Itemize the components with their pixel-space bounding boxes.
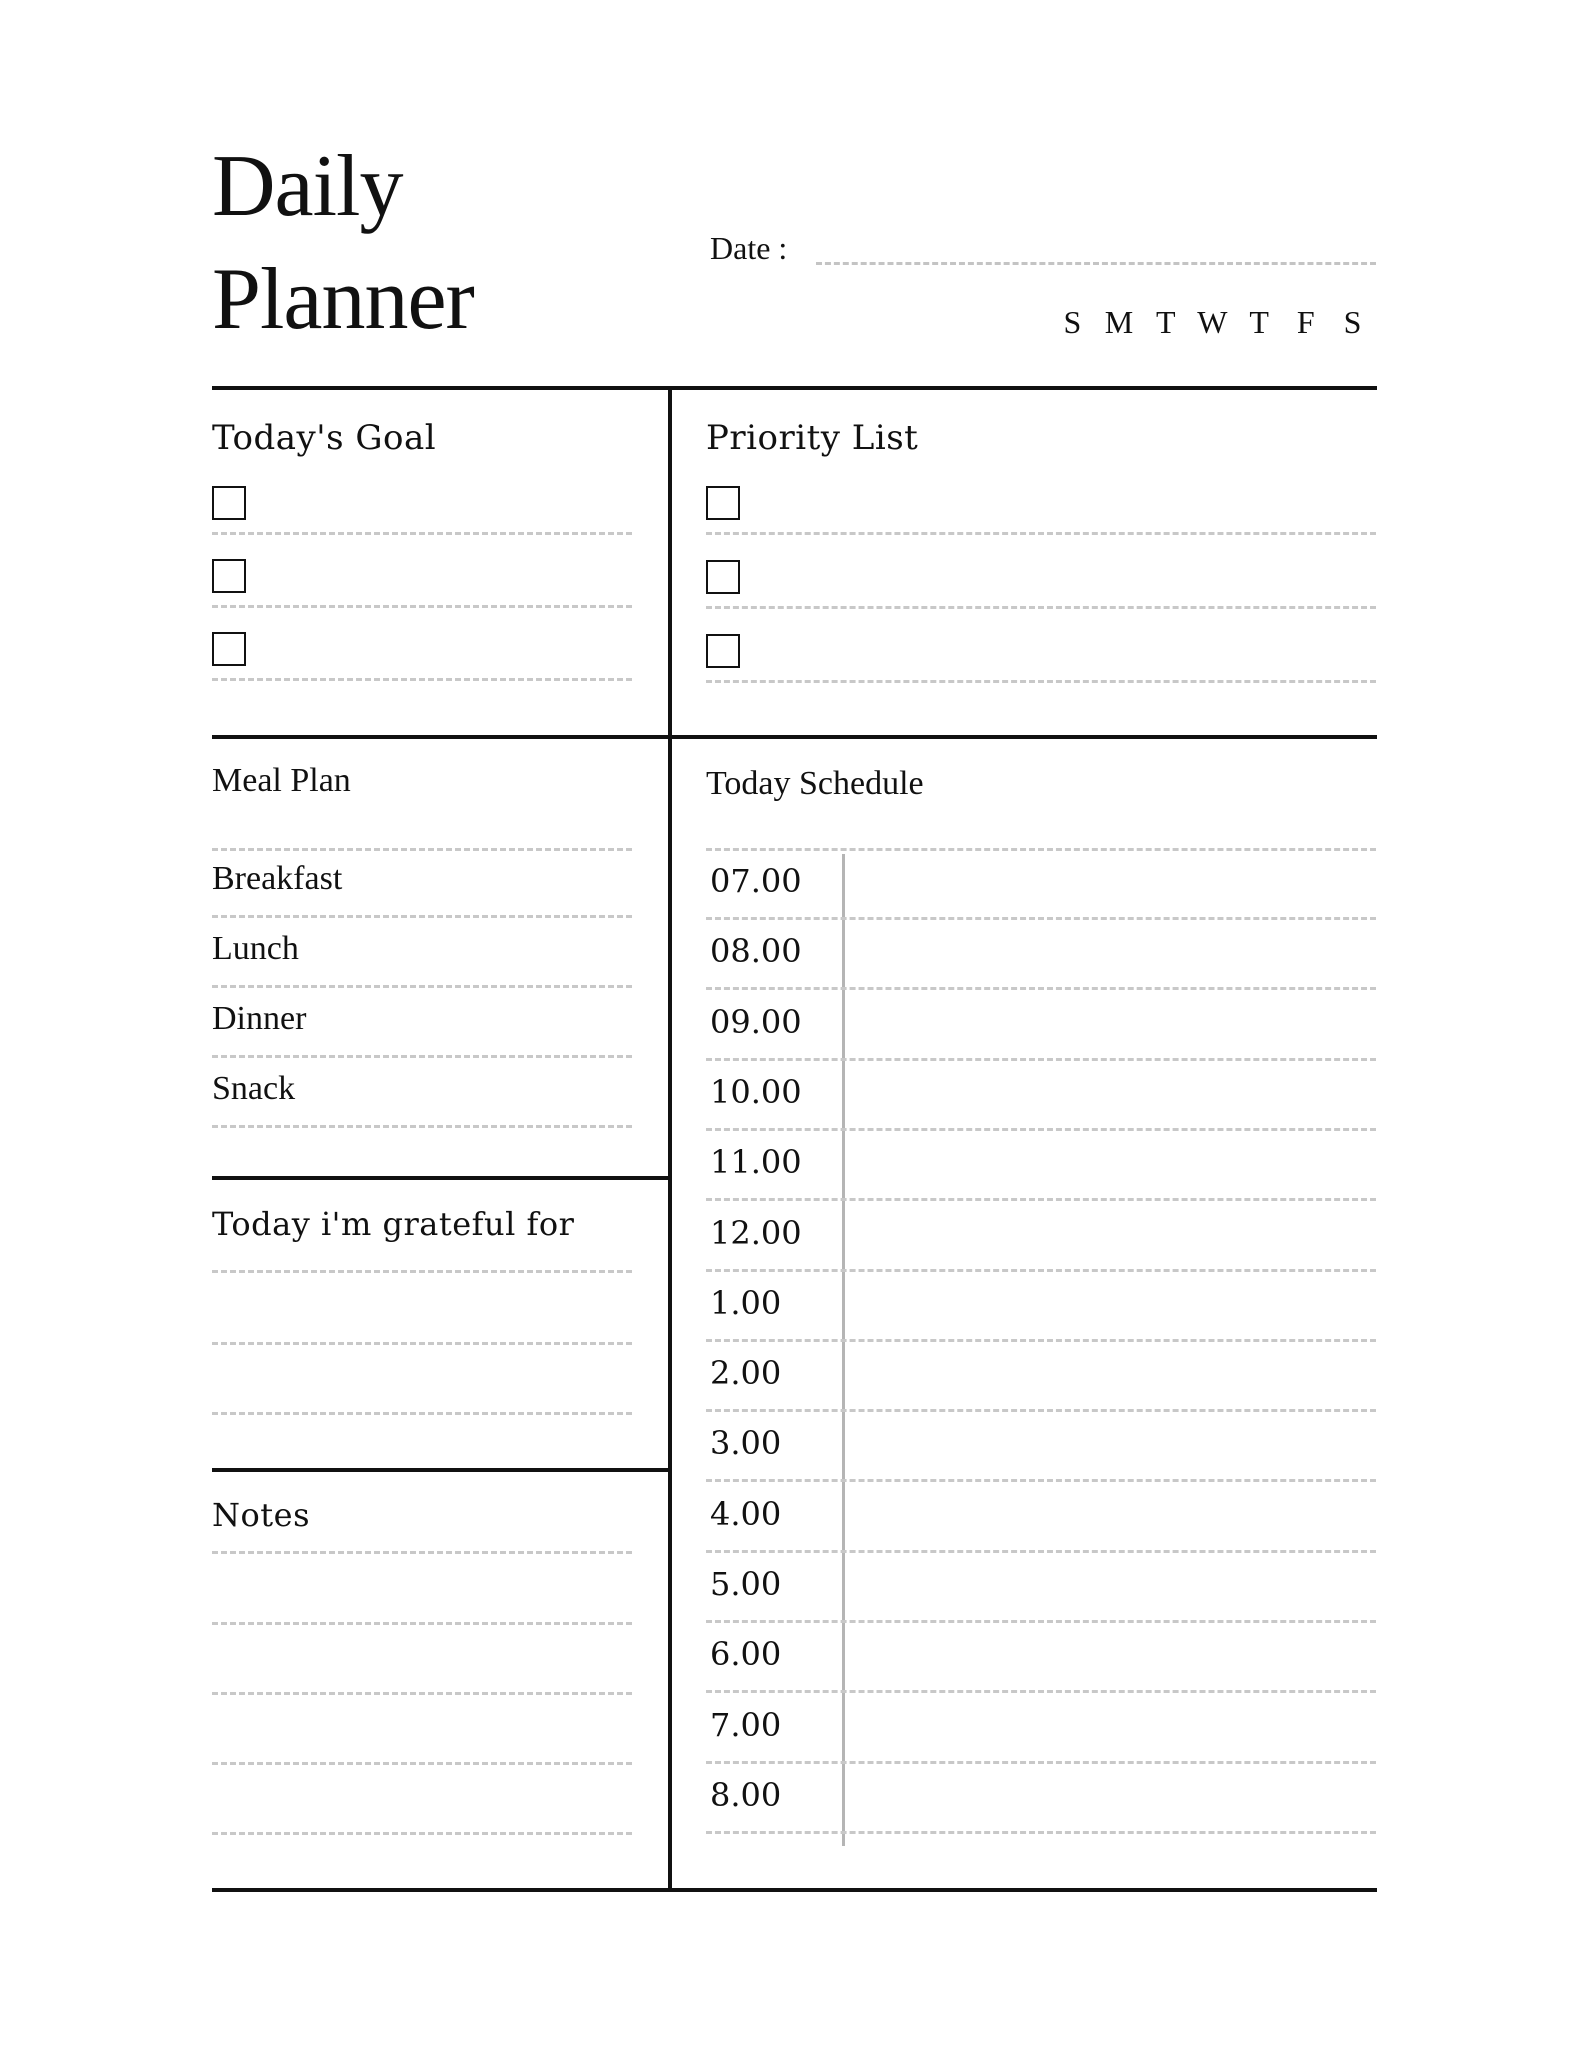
goal-checkbox-3[interactable] xyxy=(212,632,246,666)
priority-title: Priority List xyxy=(706,418,919,458)
schedule-time-label: 7.00 xyxy=(710,1705,782,1744)
priority-line-1[interactable] xyxy=(706,532,1376,535)
schedule-slot-line[interactable] xyxy=(706,1128,1376,1131)
center-divider xyxy=(668,386,672,1892)
weekday-mon[interactable]: M xyxy=(1104,304,1136,340)
weekday-sun[interactable]: S xyxy=(1063,304,1084,340)
priority-checkbox-1[interactable] xyxy=(706,486,740,520)
notes-line-3[interactable] xyxy=(212,1692,632,1695)
meal-breakfast-label: Breakfast xyxy=(212,860,343,897)
schedule-time-label: 12.00 xyxy=(710,1213,802,1252)
schedule-slot-line[interactable] xyxy=(706,1761,1376,1764)
page-title-line1: Daily xyxy=(212,138,403,235)
bottom-divider xyxy=(212,1888,1377,1892)
priority-checkbox-3[interactable] xyxy=(706,634,740,668)
weekday-thu[interactable]: T xyxy=(1249,304,1271,340)
schedule-slot-line[interactable] xyxy=(706,1550,1376,1553)
goal-line-1[interactable] xyxy=(212,532,632,535)
weekday-tue[interactable]: T xyxy=(1155,304,1178,340)
weekday-wed[interactable]: W xyxy=(1197,304,1230,340)
schedule-time-label: 3.00 xyxy=(710,1424,782,1463)
schedule-time-label: 4.00 xyxy=(710,1494,782,1533)
schedule-slot-line[interactable] xyxy=(706,987,1376,990)
meal-lunch-line[interactable] xyxy=(212,985,632,988)
priority-checkbox-2[interactable] xyxy=(706,560,740,594)
meal-dinner-label: Dinner xyxy=(212,1000,307,1037)
schedule-time-label: 5.00 xyxy=(710,1565,782,1603)
goals-divider xyxy=(212,735,1377,739)
priority-line-2[interactable] xyxy=(706,606,1376,609)
meal-snack-label: Snack xyxy=(212,1070,296,1107)
weekday-selector xyxy=(1050,304,1377,341)
schedule-time-label: 8.00 xyxy=(710,1775,782,1814)
notes-line-1[interactable] xyxy=(212,1551,632,1554)
schedule-slot-line[interactable] xyxy=(706,1479,1376,1482)
priority-line-3[interactable] xyxy=(706,680,1376,683)
schedule-time-label: 10.00 xyxy=(710,1072,802,1111)
goal-line-2[interactable] xyxy=(212,605,632,608)
date-field[interactable] xyxy=(816,262,1376,265)
weekday-fri[interactable]: F xyxy=(1296,304,1317,340)
grateful-title: Today i'm grateful for xyxy=(212,1205,575,1243)
meal-breakfast-line[interactable] xyxy=(212,915,632,918)
notes-line-5[interactable] xyxy=(212,1832,632,1835)
top-divider xyxy=(212,386,1377,390)
page-title-line2: Planner xyxy=(212,251,474,348)
meal-snack-line[interactable] xyxy=(212,1125,632,1128)
schedule-time-label: 07.00 xyxy=(710,862,802,900)
notes-line-2[interactable] xyxy=(212,1622,632,1625)
goal-checkbox-2[interactable] xyxy=(212,559,246,593)
schedule-time-label: 08.00 xyxy=(710,932,802,971)
schedule-time-label: 09.00 xyxy=(710,1002,802,1041)
notes-title: Notes xyxy=(212,1496,310,1534)
meal-line-0 xyxy=(212,848,632,851)
schedule-time-label: 11.00 xyxy=(710,1143,802,1182)
goal-checkbox-1[interactable] xyxy=(212,486,246,520)
schedule-time-label: 2.00 xyxy=(710,1354,782,1393)
schedule-slot-line[interactable] xyxy=(706,1339,1376,1342)
schedule-slot-line[interactable] xyxy=(706,917,1376,920)
date-label: Date : xyxy=(710,230,788,266)
grateful-line-3[interactable] xyxy=(212,1412,632,1415)
schedule-slot-line[interactable] xyxy=(706,1831,1376,1834)
grateful-line-1[interactable] xyxy=(212,1270,632,1273)
grateful-divider xyxy=(212,1468,670,1472)
schedule-slot-line[interactable] xyxy=(706,1198,1376,1201)
schedule-time-divider xyxy=(842,854,845,1846)
meal-divider xyxy=(212,1176,670,1180)
schedule-slot-line[interactable] xyxy=(706,1409,1376,1412)
goals-title: Today's Goal xyxy=(212,418,437,458)
goal-line-3[interactable] xyxy=(212,678,632,681)
schedule-title: Today Schedule xyxy=(706,765,924,802)
schedule-time-label: 1.00 xyxy=(710,1283,782,1322)
meal-dinner-line[interactable] xyxy=(212,1055,632,1058)
schedule-top-line xyxy=(706,848,1376,851)
schedule-slot-line[interactable] xyxy=(706,1690,1376,1693)
grateful-line-2[interactable] xyxy=(212,1342,632,1345)
schedule-slot-line[interactable] xyxy=(706,1269,1376,1272)
meal-plan-title: Meal Plan xyxy=(212,762,351,799)
schedule-time-label: 6.00 xyxy=(710,1635,782,1674)
meal-lunch-label: Lunch xyxy=(212,930,299,967)
notes-line-4[interactable] xyxy=(212,1762,632,1765)
schedule-slot-line[interactable] xyxy=(706,1620,1376,1623)
schedule-slot-line[interactable] xyxy=(706,1058,1376,1061)
weekday-sat[interactable]: S xyxy=(1343,304,1364,340)
